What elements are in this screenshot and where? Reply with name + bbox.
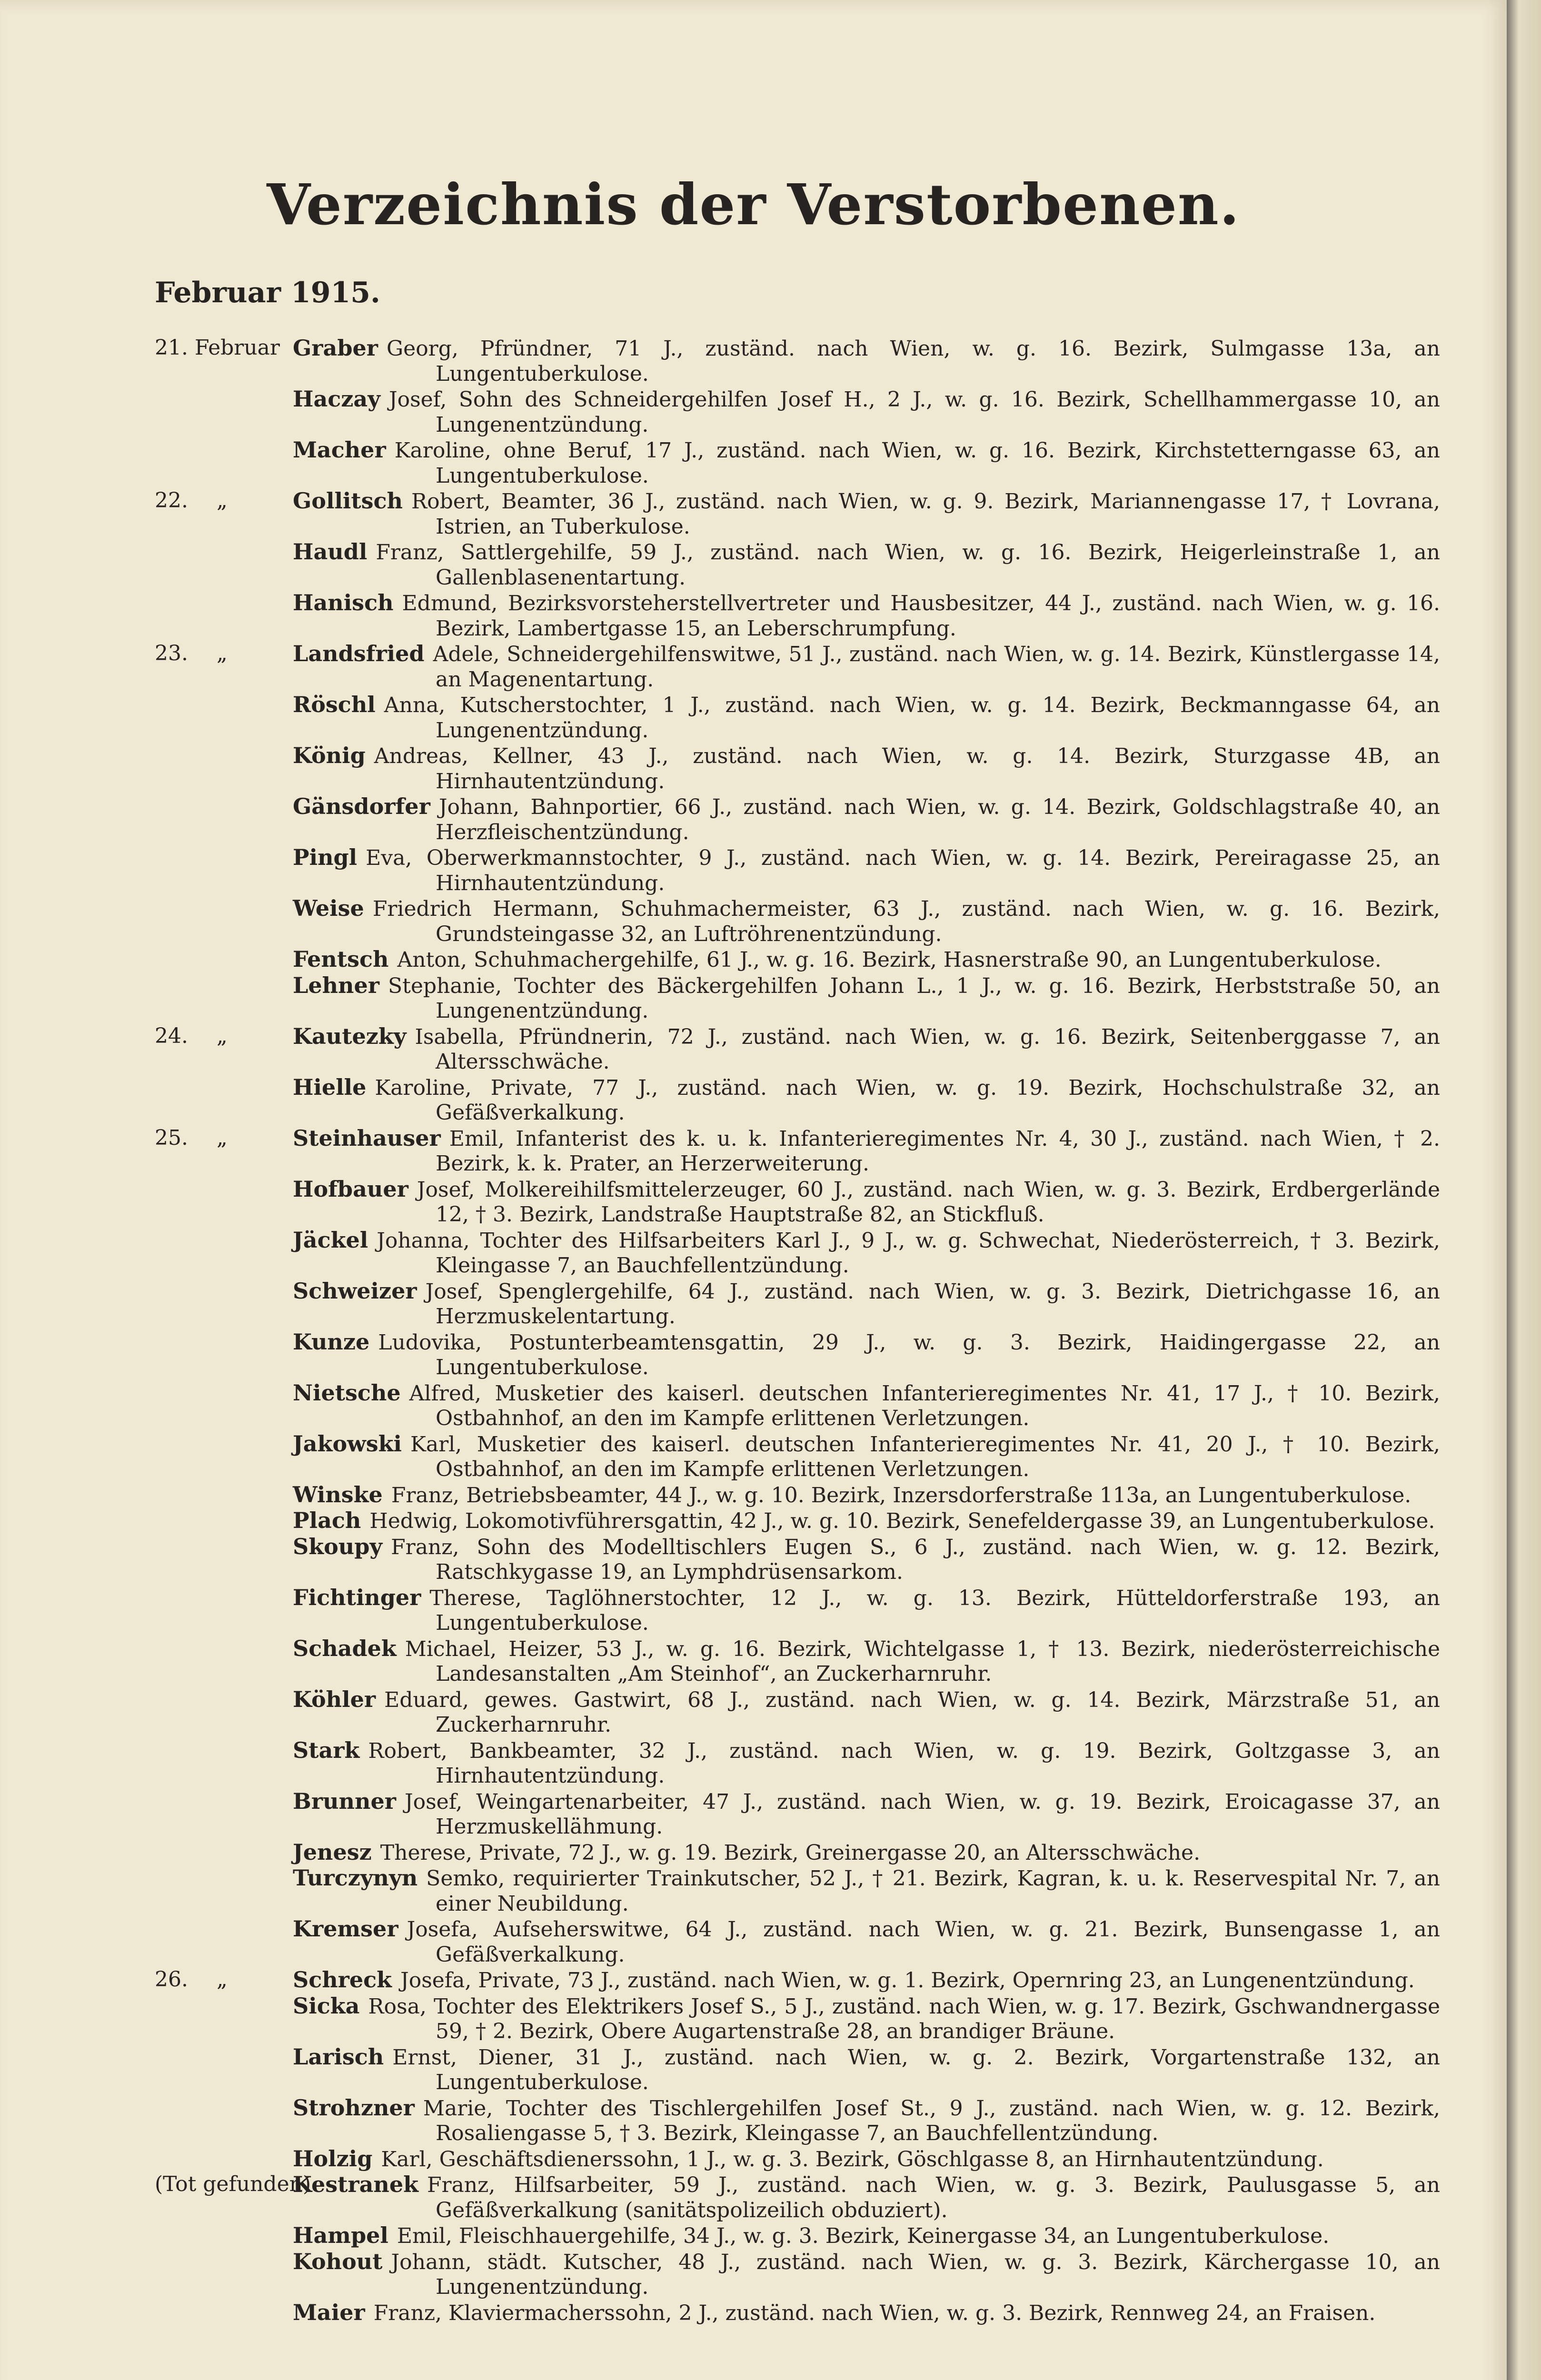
death-register-list <box>155 336 1440 2326</box>
entry-details: Johanna, Tochter des Hilfsarbeiters Karl J., 9 J., w. g. Schwechat, Niederösterreich, † 3. Bezirk, Kleingasse 7, an Bauchfellentzündung. <box>377 1228 1440 1278</box>
entry-details: Ludovika, Postunterbeamtensgattin, 29 J., w. g. 3. Bezirk, Haidingergasse 22, an Lungentuberkulose. <box>378 1330 1440 1379</box>
deceased-surname: Jäckel <box>293 1227 368 1253</box>
entry-body <box>293 2095 1440 2146</box>
entry-date <box>155 336 280 361</box>
register-entry <box>155 2044 1440 2095</box>
deceased-surname: Gollitsch <box>293 488 403 514</box>
register-entry <box>155 1636 1440 1687</box>
entry-date <box>155 1024 228 1049</box>
entry-details: Emil, Fleischhauergehilfe, 34 J., w. g. 3. Bezirk, Keinergasse 34, an Lungentuberkulose. <box>397 2224 1330 2248</box>
deceased-surname: Hielle <box>293 1074 367 1100</box>
deceased-surname: Jenesz <box>293 1839 372 1865</box>
entry-details: Anna, Kutscherstochter, 1 J., zuständ. nach Wien, w. g. 14. Bezirk, Beckmanngasse 64, an Lungenentzündung. <box>384 693 1440 743</box>
entry-body <box>293 1993 1440 2044</box>
entry-body <box>293 1585 1440 1636</box>
deceased-surname: Larisch <box>293 2043 384 2070</box>
deceased-surname: Schreck <box>293 1967 392 1993</box>
entry-body <box>293 743 1440 794</box>
entry-details: Josef, Spenglergehilfe, 64 J., zuständ. nach Wien, w. g. 3. Bezirk, Dietrichgasse 16, an Herzmuskelentartung. <box>425 1279 1440 1329</box>
deceased-surname: Sicka <box>293 1993 360 2019</box>
register-entry <box>155 1329 1440 1380</box>
entry-body <box>293 1126 1440 1177</box>
deceased-surname: Fichtinger <box>293 1584 421 1610</box>
register-entry <box>155 1482 1440 1508</box>
entry-body <box>293 845 1440 896</box>
entry-details: Johann, städt. Kutscher, 48 J., zuständ. nach Wien, w. g. 3. Bezirk, Kärchergasse 10, an Lungenentzündung. <box>391 2250 1440 2299</box>
entry-body <box>293 1279 1440 1329</box>
entry-details: Robert, Beamter, 36 J., zuständ. nach Wien, w. g. 9. Bezirk, Mariannengasse 17, † Lovrana, Istrien, an Tuberkulose. <box>411 489 1440 539</box>
entry-details: Eva, Oberwerkmannstochter, 9 J., zuständ. nach Wien, w. g. 14. Bezirk, Pereiragasse 25, an Hirnhautentzündung. <box>366 846 1440 895</box>
entry-details: Anton, Schuhmachergehilfe, 61 J., w. g. 16. Bezirk, Hasnerstraße 90, an Lungentuberkulose. <box>397 948 1382 972</box>
entry-details: Josefa, Private, 73 J., zuständ. nach Wien, w. g. 1. Bezirk, Opernring 23, an Lungenentzündung. <box>400 1968 1415 1993</box>
deceased-surname: Pingl <box>293 844 358 870</box>
register-entry <box>155 488 1440 539</box>
entry-details: Karl, Musketier des kaiserl. deutschen Infanterieregimentes Nr. 41, 20 J., † 10. Bezirk, Ostbahnhof, an den im Kampfe erlittenen Verletzungen. <box>410 1432 1440 1481</box>
deceased-surname: Hampel <box>293 2222 388 2248</box>
page-title: Verzeichnis der Verstorbenen. <box>267 171 1240 238</box>
entry-date-value: 26. <box>155 1967 188 1992</box>
entry-body <box>293 2146 1440 2172</box>
register-entry <box>155 539 1440 590</box>
register-entry <box>155 2172 1440 2223</box>
entry-body <box>293 1075 1440 1126</box>
entry-body <box>293 1431 1440 1482</box>
deceased-surname: Holzig <box>293 2145 373 2172</box>
entry-body <box>293 1916 1440 1967</box>
entry-body <box>293 2044 1440 2095</box>
register-entry <box>155 1789 1440 1840</box>
register-entry <box>155 641 1440 692</box>
deceased-surname: Fentsch <box>293 946 389 972</box>
register-entry <box>155 845 1440 896</box>
entry-body <box>293 387 1440 437</box>
deceased-surname: Landsfried <box>293 641 425 666</box>
entry-details: Josef, Sohn des Schneidergehilfen Josef H., 2 J., w. g. 16. Bezirk, Schellhammergasse 10, an Lungenentzündung. <box>388 387 1440 437</box>
deceased-surname: Winske <box>293 1481 383 1507</box>
entry-details: Robert, Bankbeamter, 32 J., zuständ. nach Wien, w. g. 19. Bezirk, Goltzgasse 3, an Hirnhautentzündung. <box>368 1738 1440 1788</box>
entry-details: Franz, Betriebsbeamter, 44 J., w. g. 10. Bezirk, Inzersdorferstraße 113a, an Lungentuberkulose. <box>391 1483 1412 1507</box>
entry-details: Georg, Pfründner, 71 J., zuständ. nach Wien, w. g. 16. Bezirk, Sulmgasse 13a, an Lungentuberkulose. <box>387 337 1440 386</box>
entry-date-value: 24. <box>155 1023 188 1048</box>
entry-body <box>293 1024 1440 1075</box>
deceased-surname: Graber <box>293 335 378 361</box>
register-entry <box>155 1380 1440 1431</box>
entry-body <box>293 641 1440 692</box>
entry-date-value: 25. <box>155 1125 188 1150</box>
deceased-surname: Haczay <box>293 386 380 412</box>
register-entry <box>155 1431 1440 1482</box>
ditto-mark: „ <box>216 641 228 665</box>
register-entry <box>155 1687 1440 1738</box>
register-entry <box>155 1228 1440 1279</box>
entry-details: Andreas, Kellner, 43 J., zuständ. nach Wien, w. g. 14. Bezirk, Sturzgasse 4B, an Hirnhautentzündung. <box>374 744 1440 793</box>
register-entry <box>155 1126 1440 1177</box>
entry-details: Karoline, Private, 77 J., zuständ. nach Wien, w. g. 19. Bezirk, Hochschulstraße 32, an Gefäßverkalkung. <box>375 1075 1440 1125</box>
entry-details: Stephanie, Tochter des Bäckergehilfen Johann L., 1 J., w. g. 16. Bezirk, Herbststraße 50, an Lungenentzündung. <box>388 973 1440 1023</box>
entry-body <box>293 973 1440 1024</box>
register-entry <box>155 1534 1440 1585</box>
register-entry <box>155 1177 1440 1228</box>
register-entry <box>155 2146 1440 2172</box>
entry-body <box>293 1865 1440 1916</box>
register-entry <box>155 1508 1440 1534</box>
entry-body <box>293 2223 1440 2249</box>
register-entry <box>155 1738 1440 1789</box>
deceased-surname: Gänsdorfer <box>293 793 430 819</box>
entry-details: Hedwig, Lokomotivführersgattin, 42 J., w. g. 10. Bezirk, Senefeldergasse 39, an Lungentuberkulose. <box>369 1509 1435 1533</box>
deceased-surname: Brunner <box>293 1788 396 1814</box>
deceased-surname: Hofbauer <box>293 1176 408 1202</box>
ditto-mark: „ <box>216 1023 228 1048</box>
deceased-surname: Plach <box>293 1507 361 1533</box>
entry-date-value: 22. <box>155 488 188 513</box>
register-entry <box>155 1840 1440 1866</box>
entry-body <box>293 539 1440 590</box>
entry-body <box>293 488 1440 539</box>
deceased-surname: Köhler <box>293 1686 376 1712</box>
deceased-surname: Maier <box>293 2299 365 2325</box>
entry-body <box>293 2249 1440 2300</box>
entry-date <box>155 641 228 666</box>
register-entry <box>155 437 1440 488</box>
entry-details: Edmund, Bezirksvorsteherstellvertreter und Hausbesitzer, 44 J., zuständ. nach Wien, w. g. 16. Bezirk, Lambertgasse 15, an Leberschrumpfung. <box>402 591 1440 641</box>
entry-details: Johann, Bahnportier, 66 J., zuständ. nach Wien, w. g. 14. Bezirk, Goldschlagstraße 40, an Herzfleischentzündung. <box>436 795 1440 844</box>
register-entry <box>155 2223 1440 2249</box>
entry-details: Rosa, Tochter des Elektrikers Josef S., 5 J., zuständ. nach Wien, w. g. 17. Bezirk, Gschwandnergasse 59, † 2. Bezirk, Obere Augartenstraße 28, an brandiger Bräune. <box>368 1994 1440 2043</box>
entry-details: Franz, Hilfsarbeiter, 59 J., zuständ. nach Wien, w. g. 3. Bezirk, Paulusgasse 5, an Gefäßverkalkung (sanitätspolizeilich obduziert). <box>427 2173 1440 2222</box>
entry-details: Michael, Heizer, 53 J., w. g. 16. Bezirk, Wichtelgasse 1, † 13. Bezirk, niederösterreichische Landesanstalten „Am Steinhof“, an Zuckerharnruhr. <box>405 1636 1440 1686</box>
deceased-surname: Kunze <box>293 1329 370 1355</box>
entry-body <box>293 2300 1440 2326</box>
entry-details: Eduard, gewes. Gastwirt, 68 J., zuständ. nach Wien, w. g. 14. Bezirk, Märzstraße 51, an Zuckerharnruhr. <box>384 1687 1440 1737</box>
entry-details: Emil, Infanterist des k. u. k. Infanterieregimentes Nr. 4, 30 J., zuständ. nach Wien, † 2. Bezirk, k. k. Prater, an Herzerweiterung. <box>436 1126 1440 1176</box>
deceased-surname: Hanisch <box>293 590 394 615</box>
deceased-surname: Schweizer <box>293 1278 417 1304</box>
ditto-mark: „ <box>216 488 228 513</box>
entry-body <box>293 1738 1440 1789</box>
entry-body <box>293 794 1440 845</box>
entry-body <box>293 1482 1440 1508</box>
entry-body <box>293 1687 1440 1738</box>
entry-details: Josef, Molkereihilfsmittelerzeuger, 60 J., zuständ. nach Wien, w. g. 3. Bezirk, Erdbergerlände 12, † 3. Bezirk, Landstraße Hauptstraße 82, an Stickfluß. <box>417 1177 1440 1227</box>
register-entry <box>155 2249 1440 2300</box>
entry-details: Josefa, Aufseherswitwe, 64 J., zuständ. nach Wien, w. g. 21. Bezirk, Bunsengasse 1, an Gefäßverkalkung. <box>407 1917 1440 1967</box>
register-entry <box>155 2300 1440 2326</box>
register-entry <box>155 973 1440 1024</box>
deceased-surname: Kohout <box>293 2248 383 2274</box>
register-entry <box>155 590 1440 641</box>
entry-details: Adele, Schneidergehilfenswitwe, 51 J., zuständ. nach Wien, w. g. 14. Bezirk, Künstlergasse 14, an Magenentartung. <box>433 642 1440 692</box>
deceased-surname: Lehner <box>293 972 380 998</box>
register-entry <box>155 387 1440 437</box>
register-entry <box>155 896 1440 947</box>
entry-details: Karl, Geschäftsdienerssohn, 1 J., w. g. 3. Bezirk, Göschlgasse 8, an Hirnhautentzündung. <box>381 2147 1324 2172</box>
entry-body <box>293 1177 1440 1228</box>
register-entry <box>155 743 1440 794</box>
entry-body <box>293 336 1440 387</box>
entry-body <box>293 1967 1440 1993</box>
register-entry <box>155 1865 1440 1916</box>
deceased-surname: Kautezky <box>293 1023 407 1049</box>
ditto-mark: „ <box>216 1967 228 1992</box>
entry-details: Isabella, Pfründnerin, 72 J., zuständ. nach Wien, w. g. 16. Bezirk, Seitenberggasse 7, an Altersschwäche. <box>415 1024 1440 1074</box>
entry-date-value: 21. Februar <box>155 336 280 360</box>
register-entry <box>155 1967 1440 1993</box>
entry-details: Ernst, Diener, 31 J., zuständ. nach Wien, w. g. 2. Bezirk, Vorgartenstraße 132, an Lungentuberkulose. <box>392 2045 1440 2094</box>
entry-body <box>293 1534 1440 1585</box>
entry-date <box>155 488 228 514</box>
register-entry <box>155 1916 1440 1967</box>
deceased-surname: Kremser <box>293 1916 398 1942</box>
deceased-surname: Haudl <box>293 539 368 565</box>
adjacent-page-edge <box>1507 0 1541 2380</box>
entry-body <box>293 1329 1440 1380</box>
entry-date <box>155 1967 228 1993</box>
deceased-surname: Nietsche <box>293 1379 401 1406</box>
entry-details: Franz, Sattlergehilfe, 59 J., zuständ. nach Wien, w. g. 16. Bezirk, Heigerleinstraße 1, an Gallenblasenentartung. <box>376 540 1440 590</box>
entry-body <box>293 1636 1440 1687</box>
deceased-surname: Weise <box>293 895 364 921</box>
deceased-surname: Kestranek <box>293 2172 419 2197</box>
register-entry <box>155 1279 1440 1329</box>
entry-details: Semko, requirierter Trainkutscher, 52 J., † 21. Bezirk, Kagran, k. u. k. Reservespital Nr. 7, an einer Neubildung. <box>426 1866 1440 1916</box>
register-entry <box>155 794 1440 845</box>
register-entry <box>155 1075 1440 1126</box>
register-entry <box>155 692 1440 743</box>
deceased-surname: Macher <box>293 437 386 463</box>
entry-date <box>155 1126 228 1151</box>
deceased-surname: Turczynyn <box>293 1865 418 1891</box>
entry-details: Franz, Sohn des Modelltischlers Eugen S., 6 J., zuständ. nach Wien, w. g. 12. Bezirk, Ratschkygasse 19, an Lymphdrüsensarkom. <box>391 1535 1440 1584</box>
entry-body <box>293 590 1440 641</box>
deceased-surname: Jakowski <box>293 1430 402 1457</box>
register-entry <box>155 336 1440 387</box>
entry-details: Josef, Weingartenarbeiter, 47 J., zuständ. nach Wien, w. g. 19. Bezirk, Eroicagasse 37, an Herzmuskellähmung. <box>404 1789 1440 1839</box>
entry-body <box>293 2172 1440 2223</box>
ditto-mark: „ <box>216 1125 228 1150</box>
entry-details: Therese, Taglöhnerstochter, 12 J., w. g. 13. Bezirk, Hütteldorferstraße 193, an Lungentuberkulose. <box>429 1586 1440 1635</box>
entry-details: Therese, Private, 72 J., w. g. 19. Bezirk, Greinergasse 20, an Altersschwäche. <box>380 1840 1201 1865</box>
deceased-surname: Röschl <box>293 692 376 717</box>
entry-body <box>293 896 1440 947</box>
register-entry <box>155 1024 1440 1075</box>
register-entry <box>155 1993 1440 2044</box>
register-entry <box>155 947 1440 973</box>
register-entry <box>155 2095 1440 2146</box>
entry-body <box>293 437 1440 488</box>
entry-body <box>293 1840 1440 1866</box>
entry-body <box>293 1789 1440 1840</box>
deceased-surname: König <box>293 743 366 768</box>
entry-body <box>293 692 1440 743</box>
deceased-surname: Steinhauser <box>293 1125 441 1151</box>
entry-body <box>293 1380 1440 1431</box>
entry-body <box>293 1228 1440 1279</box>
entry-details: Friedrich Hermann, Schuhmachermeister, 63 J., zuständ. nach Wien, w. g. 16. Bezirk, Grundsteingasse 32, an Luftröhrenentzündung. <box>372 897 1440 946</box>
entry-date-value: 23. <box>155 641 188 665</box>
deceased-surname: Schadek <box>293 1635 397 1661</box>
deceased-surname: Stark <box>293 1737 360 1763</box>
deceased-surname: Strohzner <box>293 2094 415 2121</box>
entry-body <box>293 947 1440 973</box>
deceased-surname: Skoupy <box>293 1533 383 1559</box>
entry-body <box>293 1508 1440 1534</box>
register-entry <box>155 1585 1440 1636</box>
month-heading: Februar 1915. <box>155 276 380 309</box>
entry-details: Alfred, Musketier des kaiserl. deutschen Infanterieregimentes Nr. 41, 17 J., † 10. Bezirk, Ostbahnhof, an den im Kampfe erlittenen Verletzungen. <box>409 1381 1440 1430</box>
entry-details: Karoline, ohne Beruf, 17 J., zuständ. nach Wien, w. g. 16. Bezirk, Kirchstetterngasse 63, an Lungentuberkulose. <box>394 438 1440 488</box>
entry-note: (Tot gefunden) <box>155 2172 311 2196</box>
entry-details: Marie, Tochter des Tischlergehilfen Josef St., 9 J., zuständ. nach Wien, w. g. 12. Bezirk, Rosaliengasse 5, † 3. Bezirk, Kleingasse 7, an Bauchfellentzündung. <box>423 2096 1440 2145</box>
entry-details: Franz, Klaviermacherssohn, 2 J., zuständ. nach Wien, w. g. 3. Bezirk, Rennweg 24, an Fraisen. <box>373 2301 1376 2325</box>
